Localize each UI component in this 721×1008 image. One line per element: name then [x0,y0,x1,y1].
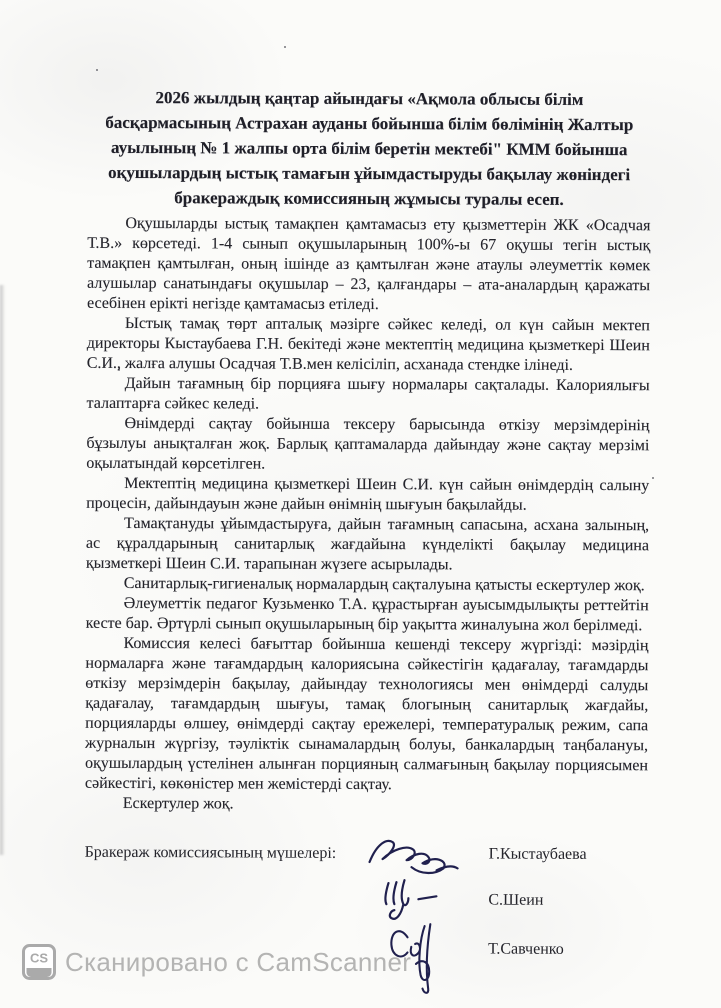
paragraph: Оқушыларды ыстық тамақпен қамтамасыз ету қызметтерін ЖК «Осадчая Т.В.» көрсетеді. 1-4 сынып оқушыларының 100%-ы 67 оқушы тегін ыстық тамақпен қамтылған, оның ішінде аз қамтылған және атаулы әлеуметтік көмек алушылар санатындағы оқушылар – 23, қалғандары – ата-аналардың қаражаты есебінен ерікті негізде қамтамасыз етіледі. [86,214,651,314]
signature-block [84,830,648,976]
svg-text:CS: CS [29,950,49,966]
paragraph: Санитарлық-гигиеналық нормалардың сақталуына қатысты ескертулер жоқ. [123,574,645,595]
title-line: бракераждық комиссияның жұмысы туралы есеп. [174,188,564,209]
scan-speck [284,46,286,48]
signature-row [84,830,647,878]
report-title [87,85,651,212]
report-body [85,214,651,816]
title-line: ауылының № 1 жалпы орта білім беретін мектебі" КММ бойынша [110,137,628,160]
signature-block-label: Бракераж комиссиясының мүшелері: [84,843,337,862]
signature-savchenko [352,904,474,995]
watermark-text: Сканировано с CamScanner [65,946,412,977]
signature-spacer [84,948,352,949]
scan-speck [652,477,654,479]
signature-spacer [84,899,352,900]
paragraph: Дайын тағамның бір порцияға шығу нормалары сақталады. Калориялығы талаптарға сәйкес келеді. [86,374,650,413]
scan-speck [96,69,98,71]
scan-edge-artifact [0,285,5,855]
signature-name: Т.Савченко [488,940,564,958]
paragraph: Ескертулер жоқ. [122,794,234,813]
paragraph: Комиссия келесі бағыттар бойынша кешенді тексеру жүргізді: мәзірдің нормаларға және тағамдардың калориясына сәйкестігін қадағалау, тағамдарды өткізу мерзімдерін бақылау, дайындау технологиясы мен өнімдерді салуды қадағалау, тағамдардың шығуы, тамақ блогының санитарлық жағдайы, порцияларды өлшеу, өнімдерді сақтау ережелері, температуралық режим, сапа журналын жүргізу, тәуліктік сынамалардың болуы, банкалардың таңбалануы, оқушылардың үстелінен алынған порцияның салмағының бақылау порциясымен сәйкестігі, көкөністер мен жемістерді сақтау. [84,634,649,794]
paragraph: Тамақтануды ұйымдастыруға, дайын тағамның сапасына, асхана залының, ас құралдарының санитарлық жағдайына күнделікті бақылау медицина қызметкері Шеин С.И. тарапынан жүзеге асырылады. [85,514,650,574]
paragraph: Ыстық тамақ төрт апталық мәзірге сәйкес келеді, ол күн сайын мектеп директоры Кыстаубаева Г.Н. бекітеді және мектептің медицина қызметкері Шеин С.И., жалға алушы Осадчая Т.В.мен келісіліп, асханада стендке ілінеді. [86,314,650,374]
paragraph: Әлеуметтік педагог Кузьменко Т.А. құрастырған ауысымдылықты реттейтін кесте бар. Әртүрлі сынып оқушыларының бір уақытта жиналуына жол берілмеді. [85,594,649,635]
signature-name: Г.Кыстаубаева [488,845,587,863]
title-line: басқармасының Астрахан ауданы бойынша білім бөлімінің Жалтыр [105,112,634,135]
signature-kystaubaeva [353,834,475,875]
signature-row [84,922,647,976]
report-document [84,85,651,976]
title-line: оқушылардың ыстық тамағын ұйымдастыруды бақылау жөніндегі [107,162,631,185]
paragraph: Өнімдерді сақтау бойынша тексеру барысында өткізу мерзімдерінің бұзылуы анықталған жоқ. Барлық қаптамаларда дайындау және сақтау мерзімі оқылатындай көрсетілген. [86,414,650,473]
signature-name: С.Шеин [488,891,544,909]
camscanner-logo-icon [22,944,56,980]
paragraph: Мектептің медицина қызметкері Шеин С.И. күн сайын өнімдердің салыну процесін, дайындауын және дайын өнімнің шығуын бақылайды. [86,474,650,514]
title-line: 2026 жылдың қаңтар айындағы «Ақмола облысы білім [155,88,584,109]
